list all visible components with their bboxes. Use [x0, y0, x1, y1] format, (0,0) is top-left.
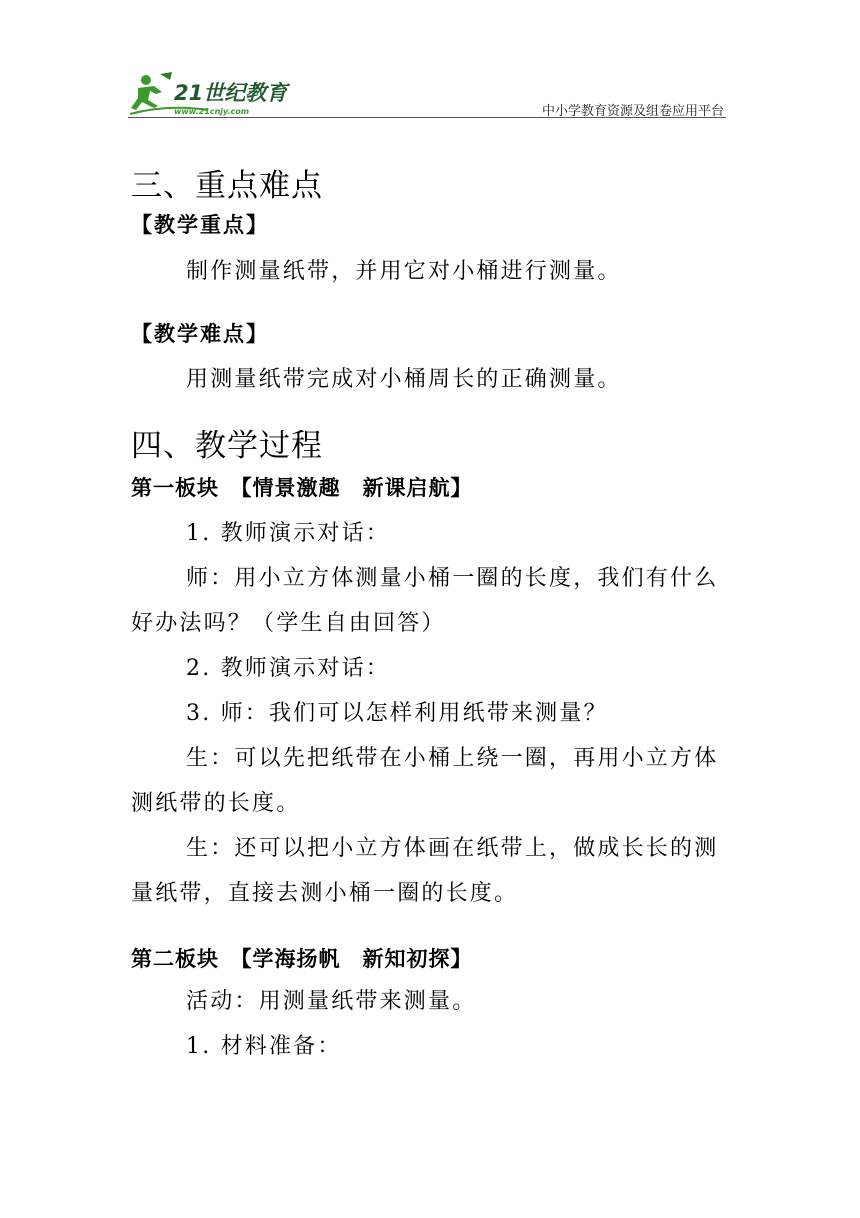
difficult-point-label: 【教学难点】 [131, 322, 269, 346]
paragraph: 生：还可以把小立方体画在纸带上，做成长长的测量纸带，直接去测小桶一圈的长度。 [131, 836, 719, 906]
key-point-text: 制作测量纸带，并用它对小桶进行测量。 [186, 259, 622, 284]
paragraph: 师：用小立方体测量小桶一圈的长度，我们有什么好办法吗？（学生自由回答） [131, 566, 719, 636]
logo-text: 21世纪教育 [174, 81, 288, 105]
logo-url: www.21cnjy.com [174, 107, 250, 116]
site-name: 中小学教育资源及组卷应用平台 [541, 104, 724, 119]
difficult-point-text: 用测量纸带完成对小桶周长的正确测量。 [186, 367, 622, 392]
section-title-focus: 三、重点难点 [131, 168, 323, 204]
key-point-label: 【教学重点】 [131, 213, 269, 237]
paragraph: 1. 材料准备： [186, 1034, 342, 1059]
block-two-title: 第二板块 【学海扬帆 新知初探】 [131, 947, 473, 971]
paragraph: 生：可以先把纸带在小桶上绕一圈，再用小立方体测纸带的长度。 [131, 746, 719, 816]
logo-21cnjy [128, 70, 298, 118]
paragraph: 1. 教师演示对话： [186, 521, 390, 546]
header-divider [128, 117, 726, 118]
paragraph: 3. 师：我们可以怎样利用纸带来测量？ [186, 701, 608, 726]
page-header [128, 70, 726, 120]
paragraph: 2. 教师演示对话： [186, 656, 390, 681]
paragraph: 活动：用测量纸带来测量。 [186, 989, 477, 1014]
section-title-process: 四、教学过程 [131, 428, 323, 464]
block-one-title: 第一板块 【情景激趣 新课启航】 [131, 476, 473, 500]
